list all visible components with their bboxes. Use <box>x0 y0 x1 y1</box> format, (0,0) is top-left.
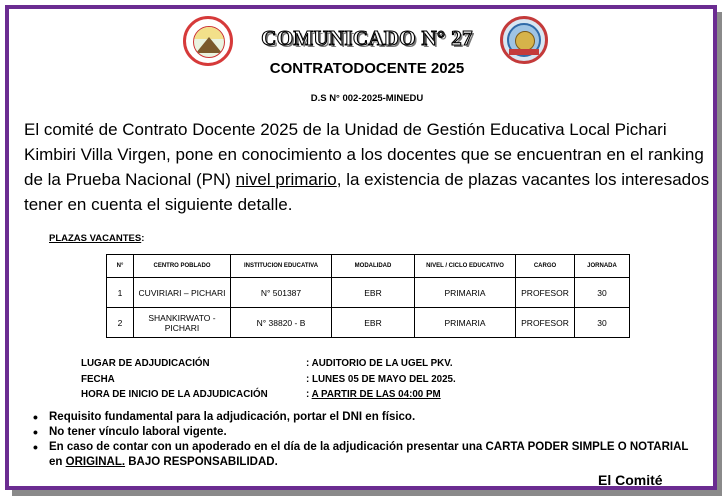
table-row <box>107 278 630 308</box>
col-institucion: INSTITUCION EDUCATIVA <box>231 255 332 278</box>
cell: 2 <box>107 308 134 338</box>
cell: 30 <box>575 308 630 338</box>
col-nivel: NIVEL / CICLO EDUCATIVO <box>415 255 516 278</box>
document-subtitle: CONTRATODOCENTE 2025 <box>269 60 465 77</box>
cell: N° 38820 - B <box>231 308 332 338</box>
intro-highlight: nivel primario <box>235 170 337 189</box>
intro-paragraph <box>24 117 714 217</box>
list-item: • Requisito fundamental para la adjudicación, portar el DNI en físico. <box>30 410 700 425</box>
list-item: • No tener vínculo laboral vigente. <box>30 425 700 440</box>
signature: El Comité <box>598 472 663 488</box>
requirements-list <box>30 410 700 470</box>
border-shadow-right <box>717 12 722 496</box>
col-jornada: JORNADA <box>575 255 630 278</box>
decree-reference: D.S N° 002-2025-MINEDU <box>310 93 424 102</box>
cell: N° 501387 <box>231 278 332 308</box>
intro-text-2: , la existencia de plazas vacantes los interesados tener en cuenta el siguiente detalle. <box>24 170 710 214</box>
cell: PRIMARIA <box>415 308 516 338</box>
cell: EBR <box>332 308 415 338</box>
col-modalidad: MODALIDAD <box>332 255 415 278</box>
cell: SHANKIRWATO - PICHARI <box>134 308 231 338</box>
cell: PRIMARIA <box>415 278 516 308</box>
vacancies-label: PLAZAS VACANTES: <box>49 233 145 244</box>
vacancies-table <box>106 254 630 338</box>
cell: 1 <box>107 278 134 308</box>
cell: 30 <box>575 278 630 308</box>
intro-text-1: El comité de Contrato Docente 2025 de la Unidad de Gestión Educativa Local Pichari Kimbiri Villa Virgen, pone en conocimiento a los docentes que se encuentran en el ranking de la Prueba Nacional (PN) <box>24 120 704 189</box>
ugel-seal <box>500 16 548 64</box>
table-row <box>107 308 630 338</box>
cell: PROFESOR <box>516 308 575 338</box>
table-header-row <box>107 255 630 278</box>
border-shadow-bottom <box>12 490 722 496</box>
cell: CUVIRIARI – PICHARI <box>134 278 231 308</box>
document-title: COMUNICADO N° 27 <box>261 26 473 50</box>
col-cargo: CARGO <box>516 255 575 278</box>
regional-government-seal <box>183 16 233 66</box>
col-centro-poblado: CENTRO POBLADO <box>134 255 231 278</box>
cell: EBR <box>332 278 415 308</box>
cell: PROFESOR <box>516 278 575 308</box>
list-item: • En caso de contar con un apoderado en el día de la adjudicación presentar una CARTA PODER SIMPLE O NOTARIAL en ORIGINAL. BAJO RESPONSABILIDAD. <box>30 440 700 470</box>
col-number: N° <box>107 255 134 278</box>
